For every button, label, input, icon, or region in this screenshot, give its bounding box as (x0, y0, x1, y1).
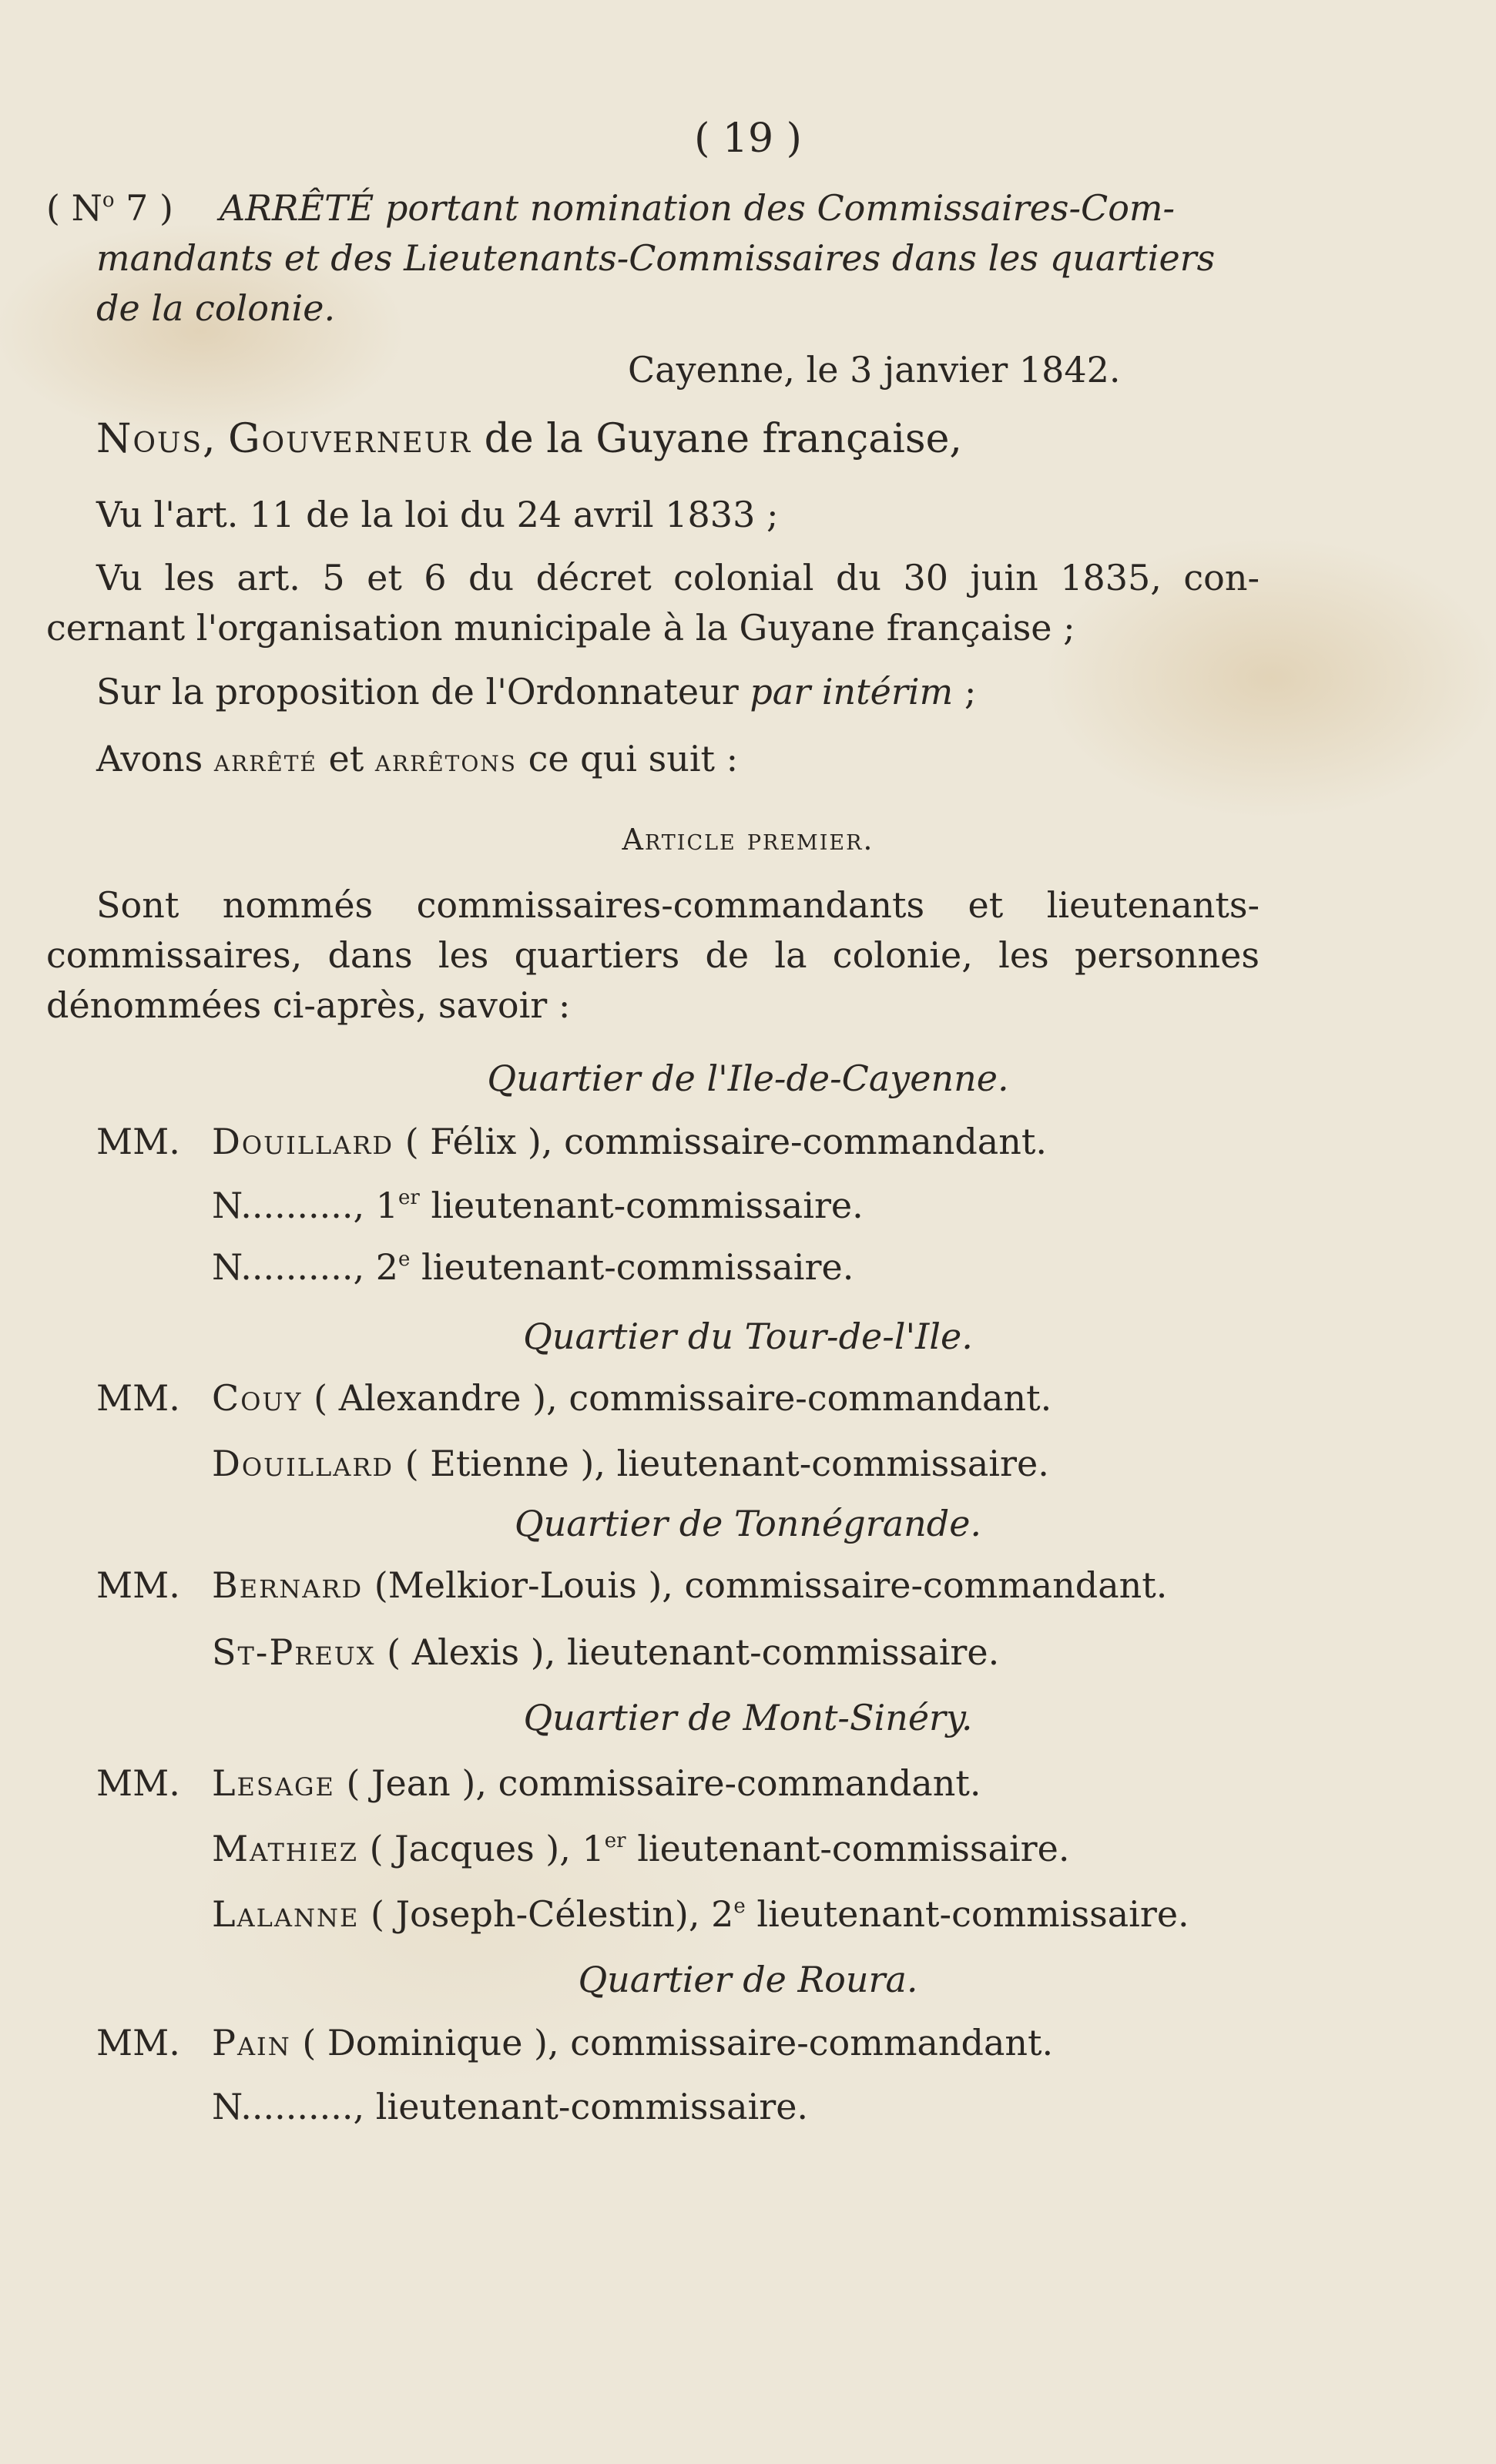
article-text-line-3: dénommées ci-après, savoir : (46, 984, 571, 1026)
entry-sup: er (398, 1186, 420, 1209)
entry-details: , 1 (353, 1185, 399, 1226)
appointment-entry (212, 1118, 1047, 1165)
entry-sup: e (398, 1248, 411, 1271)
entry-prefix: MM. (96, 1564, 180, 1606)
appointment-entry (212, 1440, 1049, 1487)
entry-tail: lieutenant-commissaire. (410, 1246, 854, 1288)
decree-number-sup: o (102, 189, 115, 212)
entry-prefix: MM. (96, 1762, 180, 1804)
decree-number-open: ( N (46, 187, 102, 229)
entry-surname: Lesage (212, 1762, 335, 1804)
entry-surname: Bernard (212, 1564, 364, 1606)
entry-sup: e (733, 1895, 746, 1918)
entry-prefix: MM. (96, 1121, 180, 1162)
proposition-italic: par intérim (750, 671, 954, 712)
proposition-after: ; (953, 671, 977, 712)
preamble (96, 416, 962, 462)
entry-surname: St-Preux (212, 1631, 376, 1673)
entry-details: ( Jean ), commissaire-commandant. (334, 1762, 981, 1804)
avons-rest: ce qui suit : (516, 738, 739, 779)
avons-arrete: arrêté (213, 743, 317, 779)
quartier-heading: Quartier du Tour-de-l'Ile. (523, 1316, 973, 1357)
date-line: Cayenne, le 3 janvier 1842. (628, 349, 1121, 391)
appointment-entry (212, 1891, 1189, 1937)
avons-arretons: arrêtons (374, 743, 517, 779)
preamble-gouverneur: Gouverneur (228, 416, 472, 462)
entry-tail: lieutenant-commissaire. (419, 1185, 864, 1226)
appointment-entry (212, 2084, 808, 2130)
appointment-entry (212, 2020, 1053, 2066)
quartier-heading: Quartier de l'Ile-de-Cayenne. (487, 1058, 1009, 1099)
entry-surname: N.......... (212, 1185, 354, 1226)
entry-details: ( Etienne ), lieutenant-commissaire. (394, 1443, 1049, 1484)
entry-details: ( Dominique ), commissaire-commandant. (290, 2022, 1054, 2063)
entry-details: (Melkior-Louis ), commissaire-commandant. (363, 1564, 1168, 1606)
article-text-line-1: Sont nommés commissaires-commandants et lieutenants- (96, 884, 1260, 926)
appointment-entry (212, 1562, 1167, 1608)
decree-number (46, 185, 173, 231)
entry-details: ( Alexandre ), commissaire-commandant. (302, 1377, 1052, 1419)
avons-line (96, 736, 738, 784)
proposition-line (96, 669, 976, 715)
entry-surname: Couy (212, 1377, 303, 1419)
entry-details: ( Joseph-Célestin), 2 (359, 1893, 734, 1935)
entry-surname: Lalanne (212, 1893, 360, 1935)
appointment-entry (96, 1760, 180, 1806)
appointment-entry (96, 1375, 180, 1421)
preamble-comma: , (203, 416, 229, 462)
appointment-entry (212, 1244, 854, 1290)
entry-details: ( Alexis ), lieutenant-commissaire. (375, 1631, 1000, 1673)
entry-prefix: MM. (96, 1377, 180, 1419)
page-number: ( 19 ) (694, 116, 802, 162)
appointment-entry (212, 1182, 864, 1229)
entry-surname: N.......... (212, 1246, 354, 1288)
decree-title-line-3: de la colonie. (96, 287, 336, 329)
article-text-line-2: commissaires, dans les quartiers de la colonie, les personnes (46, 934, 1260, 976)
quartier-heading: Quartier de Roura. (578, 1959, 918, 2000)
entry-prefix: MM. (96, 2022, 180, 2063)
entry-surname: Mathiez (212, 1828, 358, 1869)
article-title: Article premier. (622, 823, 874, 857)
preamble-rest: de la Guyane française, (471, 416, 962, 462)
decree-number-close: 7 ) (114, 187, 173, 229)
appointment-entry (96, 2020, 180, 2066)
entry-surname: Douillard (212, 1121, 394, 1162)
avons-a: Avons (96, 738, 214, 779)
decree-title-line-1: ARRÊTÉ portant nomination des Commissaires-Com- (220, 187, 1176, 229)
entry-sup: er (604, 1829, 626, 1852)
quartier-heading: Quartier de Mont-Sinéry. (523, 1697, 973, 1738)
appointment-entry (212, 1375, 1052, 1421)
appointment-entry (212, 1629, 999, 1675)
entry-surname: Douillard (212, 1443, 394, 1484)
preamble-nous: Nous (96, 416, 203, 462)
entry-tail: lieutenant-commissaire. (745, 1893, 1189, 1935)
entry-surname: Pain (212, 2022, 291, 2063)
appointment-entry (96, 1118, 180, 1165)
entry-tail: lieutenant-commissaire. (626, 1828, 1070, 1869)
entry-details: , 2 (353, 1246, 399, 1288)
quartier-heading: Quartier de Tonnégrande. (514, 1503, 982, 1544)
appointment-entry (212, 1760, 981, 1806)
entry-surname: N.......... (212, 2086, 354, 2127)
appointment-entry (96, 1562, 180, 1608)
vu-line-2b: cernant l'organisation municipale à la Guyane française ; (46, 607, 1075, 649)
entry-details: , lieutenant-commissaire. (353, 2086, 809, 2127)
avons-et: et (317, 738, 375, 779)
appointment-entry (212, 1825, 1070, 1872)
vu-line-1: Vu l'art. 11 de la loi du 24 avril 1833 ; (96, 494, 779, 535)
proposition-before: Sur la proposition de l'Ordonnateur (96, 671, 750, 712)
entry-details: ( Jacques ), 1 (357, 1828, 605, 1869)
vu-line-2a: Vu les art. 5 et 6 du décret colonial du 30 juin 1835, con- (96, 557, 1260, 598)
decree-title-line-2: mandants et des Lieutenants-Commissaires dans les quartiers (96, 237, 1216, 279)
entry-details: ( Félix ), commissaire-commandant. (394, 1121, 1047, 1162)
